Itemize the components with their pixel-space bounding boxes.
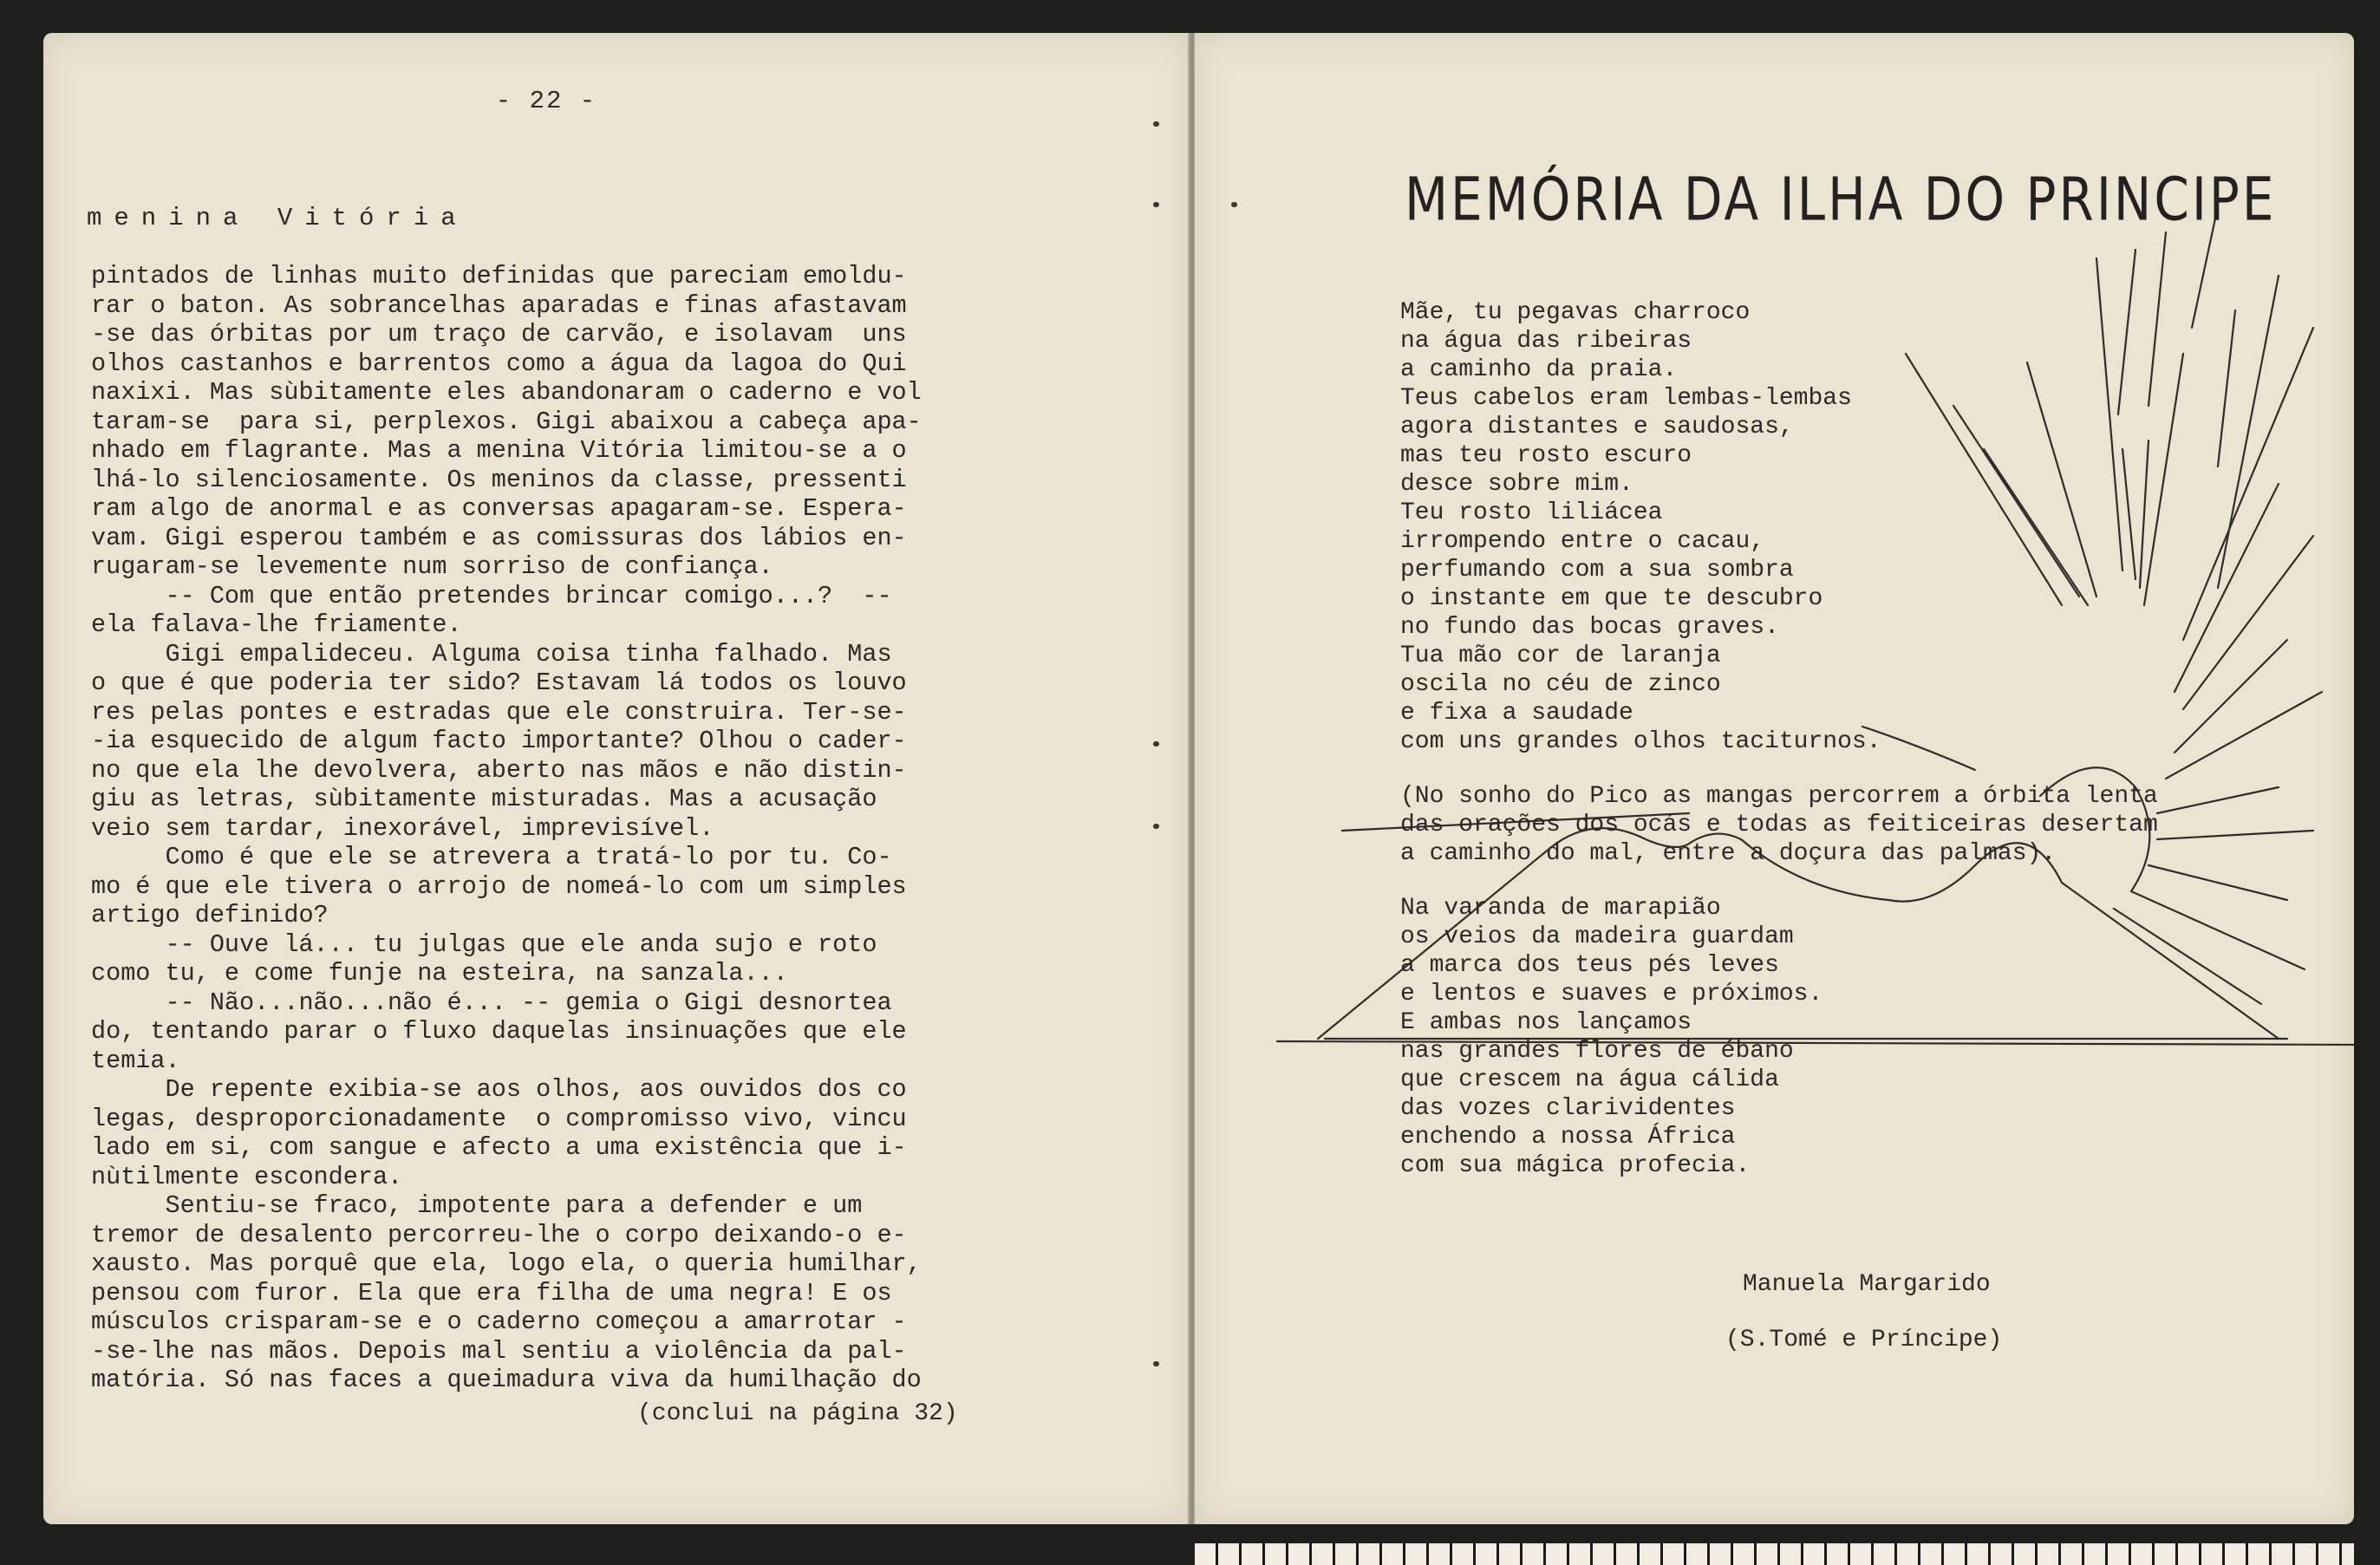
poem-line: a caminho do mal, entre a doçura das palmas).: [1400, 840, 2057, 867]
text-line: do, tentando parar o fluxo daquelas insinuações que ele: [91, 1017, 907, 1046]
text-line: Sentiu-se fraco, impotente para a defender e um: [91, 1191, 863, 1220]
scale-ruler: [1195, 1543, 2354, 1565]
text-line: -se das órbitas por um traço de carvão, e isolavam uns: [91, 320, 907, 349]
text-line: Gigi empalideceu. Alguma coisa tinha falhado. Mas: [91, 639, 892, 668]
poem-author: Manuela Margarido: [1743, 1271, 1991, 1298]
text-line: temia.: [91, 1046, 180, 1075]
poem-line: enchendo a nossa África: [1400, 1124, 1736, 1151]
poem-line: e fixa a saudade: [1400, 700, 1633, 727]
poem-stanza: [1400, 894, 2158, 1180]
poem-line: oscila no céu de zinco: [1400, 671, 1721, 698]
poem-line: Na varanda de marapião: [1400, 895, 1721, 922]
poem-line: e lentos e suaves e próximos.: [1400, 981, 1823, 1007]
poem-line: os veios da madeira guardam: [1400, 923, 1794, 950]
text-line: matória. Só nas faces a queimadura viva da humilhação do: [91, 1366, 922, 1394]
punch-mark: [1153, 824, 1159, 829]
poem-line: a marca dos teus pés leves: [1400, 952, 1779, 979]
text-line: pintados de linhas muito definidas que pareciam emoldu-: [91, 262, 907, 290]
text-line: res pelas pontes e estradas que ele construira. Ter-se-: [91, 697, 907, 727]
poem-line: mas teu rosto escuro: [1400, 442, 1692, 469]
poem-line: Teu rosto liliácea: [1400, 499, 1663, 526]
text-line: lhá-lo silenciosamente. Os meninos da classe, pressenti: [91, 465, 907, 494]
continuation-note: (conclui na página 32): [637, 1400, 958, 1427]
text-line: pensou com furor. Ela que era filha de uma negra! E os: [91, 1278, 892, 1307]
text-line: giu as letras, sùbitamente misturadas. Mas a acusação: [91, 785, 877, 813]
text-line: rar o baton. As sobrancelhas aparadas e finas afastavam: [91, 290, 907, 320]
text-line: ram algo de anormal e as conversas apagaram-se. Espera-: [91, 494, 907, 523]
poem-origin: (S.Tomé e Príncipe): [1725, 1327, 2003, 1353]
page-number: - 22 -: [495, 87, 597, 115]
poem-line: Tua mão cor de laranja: [1400, 642, 1721, 669]
text-line: ela falava-lhe friamente.: [91, 610, 462, 639]
poem-line: das vozes clarividentes: [1400, 1095, 1736, 1122]
text-line: veio sem tardar, inexorável, imprevisível.: [91, 813, 714, 843]
poem-line: das orações dos ocás e todas as feiticeiras desertam: [1400, 812, 2158, 838]
text-line: legas, desproporcionadamente o compromisso vivo, vincu: [91, 1104, 907, 1133]
text-line: músculos crisparam-se e o caderno começou a amarrotar -: [91, 1307, 907, 1336]
story-text: [91, 262, 1027, 1395]
text-line: rugaram-se levemente num sorriso de confiança.: [91, 552, 773, 581]
text-line: vam. Gigi esperou também e as comissuras dos lábios en-: [91, 523, 907, 552]
punch-mark: [1153, 121, 1159, 127]
poem-line: irrompendo entre o cacau,: [1400, 528, 1765, 555]
text-line: tremor de desalento percorreu-lhe o corpo deixando-o e-: [91, 1220, 907, 1249]
text-line: -- Não...não...não é... -- gemia o Gigi desnortea: [91, 988, 892, 1017]
poem-stanza: [1400, 298, 2158, 756]
poem-line: no fundo das bocas graves.: [1400, 614, 1779, 641]
poem-line: que crescem na água cálida: [1400, 1066, 1779, 1093]
poem-line: com sua mágica profecia.: [1400, 1152, 1751, 1179]
text-line: -ia esquecido de algum facto importante? Olhou o cader-: [91, 727, 907, 755]
poem-line: desce sobre mim.: [1400, 471, 1633, 498]
punch-mark: [1153, 202, 1159, 207]
poem-line: o instante em que te descubro: [1400, 585, 1823, 612]
text-line: -- Com que então pretendes brincar comigo...? --: [91, 581, 892, 610]
poem-line: Teus cabelos eram lembas-lembas: [1400, 385, 1852, 412]
text-line: mo é que ele tivera o arrojo de nomeá-lo com um simples: [91, 871, 907, 901]
poem-line: a caminho da praia.: [1400, 356, 1678, 383]
poem-line: perfumando com a sua sombra: [1400, 557, 1794, 584]
text-line: nùtilmente escondera.: [91, 1162, 403, 1191]
poem-line: na água das ribeiras: [1400, 328, 1692, 355]
text-line: De repente exibia-se aos olhos, aos ouvidos dos co: [91, 1075, 907, 1104]
text-line: xausto. Mas porquê que ela, logo ela, o queria humilhar,: [91, 1249, 922, 1278]
poem-body: [1400, 298, 2158, 1206]
poem-line: nas grandes flores de ébano: [1400, 1038, 1794, 1065]
poem-line: com uns grandes olhos taciturnos.: [1400, 728, 1881, 755]
text-line: Como é que ele se atrevera a tratá-lo por tu. Co-: [91, 843, 892, 871]
text-line: lado em si, com sangue e afecto a uma existência que i-: [91, 1133, 907, 1162]
poem-line: E ambas nos lançamos: [1400, 1009, 1692, 1036]
text-line: -- Ouve lá... tu julgas que ele anda sujo e roto: [91, 929, 877, 959]
text-line: como tu, e come funje na esteira, na sanzala...: [91, 959, 788, 988]
text-line: taram-se para si, perplexos. Gigi abaixou a cabeça apa-: [91, 407, 922, 436]
punch-mark: [1153, 741, 1159, 747]
poem-line: (No sonho do Pico as mangas percorrem a órbita lenta: [1400, 783, 2158, 810]
punch-mark: [1153, 1361, 1159, 1366]
poem-line: Mãe, tu pegavas charroco: [1400, 299, 1751, 326]
text-line: o que é que poderia ter sido? Estavam lá todos os louvo: [91, 668, 907, 697]
poem-line: agora distantes e saudosas,: [1400, 414, 1794, 440]
text-line: -se-lhe nas mãos. Depois mal sentiu a violência da pal-: [91, 1336, 907, 1366]
poem-stanza: [1400, 782, 2158, 868]
text-line: naxixi. Mas sùbitamente eles abandonaram o caderno e vol: [91, 378, 922, 407]
text-line: no que ela lhe devolvera, aberto nas mãos e não distin-: [91, 755, 907, 785]
text-line: artigo definido?: [91, 901, 329, 929]
poem-title: MEMÓRIA DA ILHA DO PRINCIPE: [1405, 165, 2277, 235]
chapter-heading: menina Vitória: [87, 204, 468, 232]
text-line: olhos castanhos e barrentos como a água da lagoa do Qui: [91, 349, 907, 378]
text-line: nhado em flagrante. Mas a menina Vitória limitou-se a o: [91, 436, 907, 465]
